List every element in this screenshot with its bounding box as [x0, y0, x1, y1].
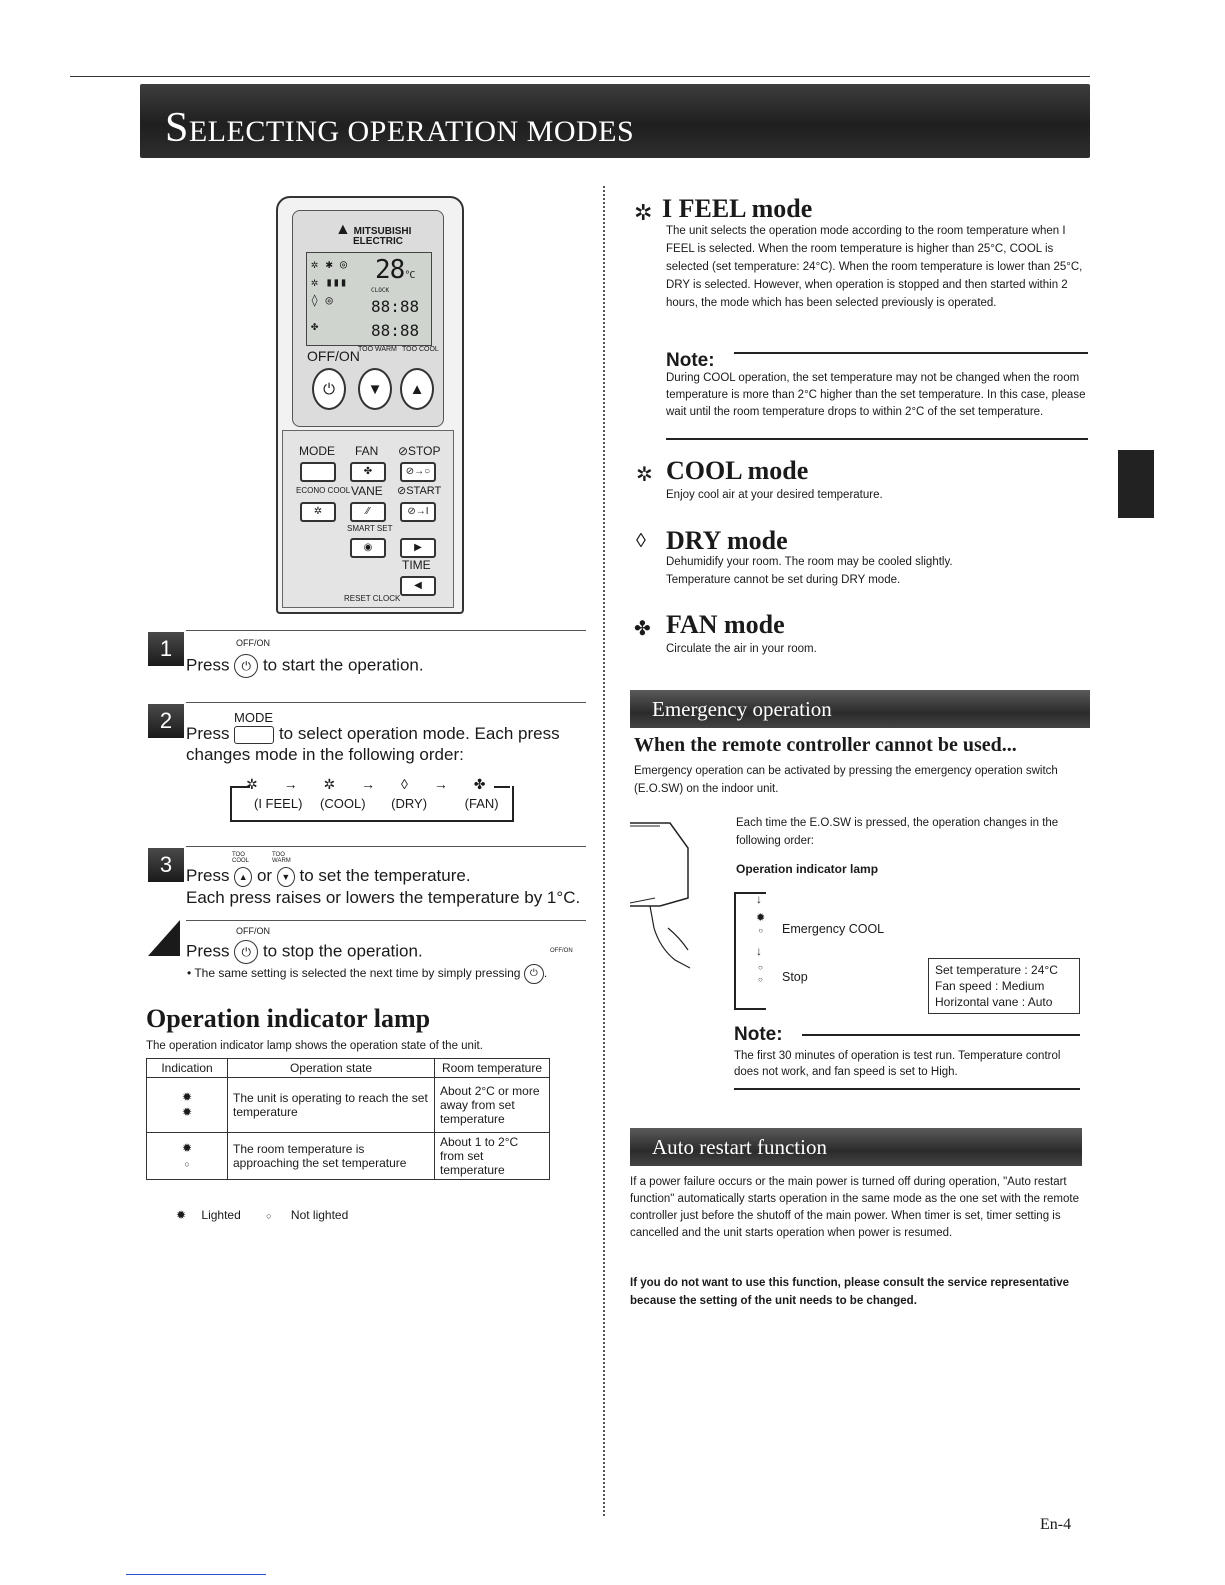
cool-icon: ✲ ▮▮▮	[311, 275, 348, 289]
mode-label: MODE	[299, 444, 335, 458]
offon-button[interactable]	[312, 368, 346, 410]
lamp-legend: ✹ Lighted ○ Not lighted	[176, 1208, 349, 1222]
lcd-display: ✲ ✱ ◎ ✲ ▮▮▮ ◊ ◎ ✤ 28°C CLOCK 88:88 88:88	[306, 252, 432, 346]
dry-mode-icon: ◊	[636, 530, 646, 552]
step2-rule	[186, 702, 586, 703]
step3-line2: Each press raises or lowers the temperature by 1°C.	[186, 888, 581, 907]
lighted-lamp-icon: ✹	[756, 912, 766, 924]
operation-state-cell: The room temperature is approaching the set temperature	[228, 1133, 435, 1180]
fan-title: FAN mode	[666, 610, 785, 639]
arrow-icon: →	[283, 776, 298, 792]
emergency-bar: Emergency operation	[630, 690, 1090, 728]
col-operation-state: Operation state	[228, 1059, 435, 1078]
temp-up-button[interactable]	[400, 368, 434, 410]
smart-set-button[interactable]: ◉	[350, 538, 386, 558]
room-temp-cell: About 2°C or more away from set temperature	[435, 1078, 550, 1133]
cool-title: COOL mode	[666, 456, 809, 485]
table-row	[147, 1133, 550, 1180]
emergency-settings-box	[928, 958, 1080, 1014]
emergency-heading: When the remote controller cannot be used...	[634, 734, 1017, 756]
ifeel-note: During COOL operation, the set temperature may not be changed when the room temperature is more than 2°C higher than the set temperature. In this case, please wait until the room temperature drops to within 2°C of the set temperature.	[666, 372, 1086, 418]
fan-speed: Fan speed : Medium	[935, 979, 1045, 993]
auto-restart-body: If a power failure occurs or the main power is turned off during operation, "Auto restart function" automatically starts operation in the same mode as the one set with the remote controller just before the shutoff of the main power. When timer is set, timer setting is cancelled and the unit starts operation when power is resumed.	[630, 1176, 1079, 1239]
emergency-cool-label: Emergency COOL	[782, 922, 885, 936]
side-tab	[1118, 450, 1154, 518]
arrow-icon: →	[361, 776, 376, 792]
offon-button-icon: ⏻	[234, 940, 258, 964]
table-row	[147, 1078, 550, 1133]
ifeel-title: I FEEL mode	[662, 194, 813, 223]
brand-logo: ▲ MITSUBISHI ELECTRIC	[335, 221, 412, 247]
step4-rule	[186, 920, 586, 921]
table-header-row	[147, 1059, 550, 1078]
unlit-lamp-icon: ○	[758, 975, 763, 984]
indication-cell	[147, 1078, 228, 1133]
step2-number: 2	[148, 704, 184, 738]
step3-number: 3	[148, 848, 184, 882]
reset-clock-label: RESET CLOCK	[344, 594, 401, 603]
column-divider	[603, 186, 605, 1516]
step4-note-offon-small: OFF/ON	[550, 948, 573, 954]
page-title: SELECTING OPERATION MODES	[165, 105, 635, 151]
offon-label: OFF/ON	[307, 348, 360, 364]
step3-text: Press ▲ or ▼ to set the temperature.	[186, 866, 471, 885]
lighted-lamp-icon: ✹	[176, 1208, 187, 1222]
up-button-icon: ▲	[234, 867, 252, 887]
mode-flow-labels: (I FEEL) (COOL) (DRY) (FAN)	[254, 796, 499, 811]
emergency-note-rule	[802, 1034, 1080, 1036]
arrow-icon: →	[433, 776, 448, 792]
smart-set-label: SMART SET	[347, 524, 393, 533]
cool-icon: ✲	[323, 776, 336, 792]
step2-mode-small: MODE	[234, 710, 273, 725]
emergency-body: Emergency operation can be activated by pressing the emergency operation switch (E.O.SW) on the indoor unit.	[634, 765, 1058, 795]
operation-state-cell: The unit is operating to reach the set temperature	[228, 1078, 435, 1133]
up-triangle-icon: ▲	[409, 380, 425, 398]
stop-label: ⊘STOP	[398, 444, 441, 458]
fan-body: Circulate the air in your room.	[666, 643, 817, 655]
ifeel-mode-icon: ✲	[634, 200, 653, 225]
fan-icon: ✤	[473, 776, 486, 792]
emergency-note-title: Note:	[734, 1024, 783, 1045]
ifeel-icon: ✲ ✱ ◎	[311, 257, 348, 271]
lighted-lamp-icon: ✹	[181, 1105, 193, 1119]
unlit-lamp-icon: ○	[184, 1158, 190, 1169]
econo-cool-button[interactable]: ✲	[300, 502, 336, 522]
mode-button-icon	[234, 726, 274, 744]
cool-body: Enjoy cool air at your desired temperature.	[666, 489, 883, 501]
auto-restart-bar: Auto restart function	[630, 1128, 1082, 1166]
emergency-lamp-title: Operation indicator lamp	[736, 862, 879, 876]
stop-timer-button[interactable]: ⊘→○	[400, 462, 436, 482]
step2-line2: changes mode in the following order:	[186, 745, 464, 764]
ifeel-note-title: Note:	[666, 350, 715, 371]
time-label: TIME	[402, 558, 431, 572]
indoor-unit-illustration	[630, 818, 690, 918]
offon-button-icon: ⏻	[234, 654, 258, 678]
stop-lamp-icons	[758, 962, 763, 986]
emergency-note-end-rule	[734, 1088, 1080, 1090]
lighted-lamp-icon: ✹	[181, 1090, 193, 1104]
lamp-section-desc: The operation indicator lamp shows the operation state of the unit.	[146, 1040, 483, 1052]
step1-rule	[186, 630, 586, 631]
offon-button-icon: ⏻	[524, 964, 544, 984]
room-temp-cell: About 1 to 2°C from set temperature	[435, 1133, 550, 1180]
step2-text: Press to select operation mode. Each press	[186, 724, 560, 743]
indication-cell	[147, 1133, 228, 1180]
mode-button[interactable]	[300, 462, 336, 482]
lamp-table	[146, 1058, 550, 1180]
down-button-icon: ▼	[277, 867, 295, 887]
stop-label: Stop	[782, 970, 808, 984]
ifeel-body: The unit selects the operation mode according to the room temperature when I FEEL is selected. When the room temperature is higher than 25°C, COOL is selected (set temperature: 24°C). When the room temperature is lower than 25°C, DRY is selected. However, when operation is stopped and then started within 2 hours, the mode which has been selected previously is operated.	[666, 225, 1083, 309]
start-label: ⊘START	[397, 485, 442, 497]
too-warm-label: TOO WARM	[358, 346, 397, 353]
ifeel-note-rule	[734, 352, 1088, 354]
lighted-lamp-icon: ✹	[181, 1140, 193, 1155]
auto-restart-bold: If you do not want to use this function, please consult the service representative because the setting of the unit needs to be changed.	[630, 1277, 1070, 1307]
step1-text: Press ⏻ to start the operation.	[186, 654, 424, 678]
emergency-note: The first 30 minutes of operation is test run. Temperature control does not work, and fan speed is set to High.	[734, 1050, 1061, 1078]
emergency-each: Each time the E.O.SW is pressed, the operation changes in the following order:	[736, 817, 1059, 847]
vane-button[interactable]: ⁄⁄	[350, 502, 386, 522]
fan-mode-icon: ✤	[634, 618, 651, 640]
fan-label: FAN	[355, 444, 379, 458]
col-indication: Indication	[147, 1059, 228, 1078]
step4-text: Press ⏻ to stop the operation.	[186, 940, 423, 964]
start-timer-button[interactable]: ⊘→I	[400, 502, 436, 522]
dry-title: DRY mode	[666, 526, 788, 555]
time-forward-button[interactable]: ▶	[400, 538, 436, 558]
step1-offon-small: OFF/ON	[236, 638, 270, 648]
econo-cool-label: ECONO COOL	[296, 486, 351, 495]
step4-offon-small: OFF/ON	[236, 926, 270, 936]
step4-note: • The same setting is selected the next time by simply pressing ⏻ .	[187, 964, 547, 984]
too-warm-small: TOO WARM	[272, 852, 291, 864]
power-icon: ⏻	[323, 380, 335, 398]
set-temperature: Set temperature : 24°C	[935, 963, 1058, 977]
fan-icon: ✤	[311, 319, 319, 333]
lcd-temperature: 28°C	[375, 255, 415, 285]
page-number: En-4	[1040, 1516, 1072, 1533]
col-room-temperature: Room temperature	[435, 1059, 550, 1078]
down-arrow-icon: ↓	[756, 944, 762, 958]
too-cool-small: TOO COOL	[232, 852, 250, 864]
ifeel-note-end-rule	[666, 438, 1088, 440]
step4-marker	[148, 920, 180, 956]
dry-line1: Dehumidify your room. The room may be cooled slightly.	[666, 556, 953, 568]
unlit-lamp-icon: ○	[266, 1211, 272, 1221]
emergency-lamp-icons	[756, 912, 765, 937]
dry-line2: Temperature cannot be set during DRY mode.	[666, 574, 901, 586]
step3-rule	[186, 846, 586, 847]
down-triangle-icon: ▼	[367, 380, 383, 398]
horizontal-vane: Horizontal vane : Auto	[935, 995, 1053, 1009]
time-back-button[interactable]: ◀	[400, 576, 436, 596]
unlit-lamp-icon: ○	[758, 963, 763, 972]
down-arrow-icon: ↓	[756, 892, 762, 906]
too-cool-label: TOO COOL	[402, 346, 439, 353]
unlit-lamp-icon: ○	[758, 926, 764, 935]
fan-button[interactable]: ✤	[350, 462, 386, 482]
bottom-link-rule	[126, 1574, 266, 1575]
lamp-section-title: Operation indicator lamp	[146, 1004, 431, 1033]
dry-icon: ◊	[401, 776, 408, 792]
vane-label: VANE	[351, 484, 383, 498]
dry-icon: ◊ ◎	[311, 293, 333, 307]
step1-number: 1	[148, 632, 184, 666]
lamp-table-wrap	[146, 1058, 550, 1180]
ifeel-icon: ✲	[246, 776, 258, 792]
temp-down-button[interactable]	[358, 368, 392, 410]
cool-mode-icon: ✲	[636, 464, 653, 486]
top-rule	[70, 76, 1090, 77]
